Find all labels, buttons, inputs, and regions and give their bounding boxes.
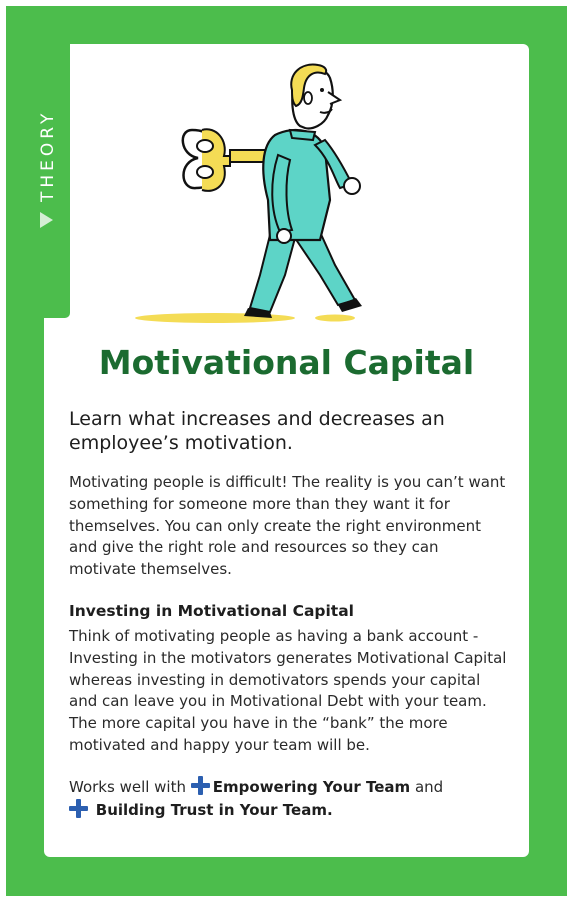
wind-up-man-illustration xyxy=(120,60,400,330)
play-arrow-icon xyxy=(40,212,56,228)
plus-icon xyxy=(69,799,88,818)
related-card-link-trust[interactable]: Building Trust in Your Team. xyxy=(95,801,333,819)
works-prefix: Works well with xyxy=(69,778,186,796)
section-heading: Investing in Motivational Capital xyxy=(69,602,354,620)
works-well-with xyxy=(69,776,519,822)
tab-label-text: THEORY xyxy=(38,109,58,202)
tab-label xyxy=(38,110,58,228)
related-card-link-empowering[interactable]: Empowering Your Team xyxy=(212,778,411,796)
plus-icon xyxy=(191,776,210,795)
section-paragraph: Think of motivating people as having a bank account - Investing in the motivators generates Motivational Capital whereas investing in demotivators spends your capital and can leave you in Motivational Debt with your team. The more capital you have in the “bank” the more motivated and happy your team will be. xyxy=(69,627,507,754)
card-subtitle: Learn what increases and decreases an employee’s motivation. xyxy=(69,408,445,454)
card-title: Motivational Capital xyxy=(98,343,475,382)
works-and: and xyxy=(414,778,444,796)
intro-paragraph: Motivating people is difficult! The reality is you can’t want something for someone more than they want it for themselves. You can only create the right environment and give the right role and resources so they can motivate themselves. xyxy=(69,473,506,579)
